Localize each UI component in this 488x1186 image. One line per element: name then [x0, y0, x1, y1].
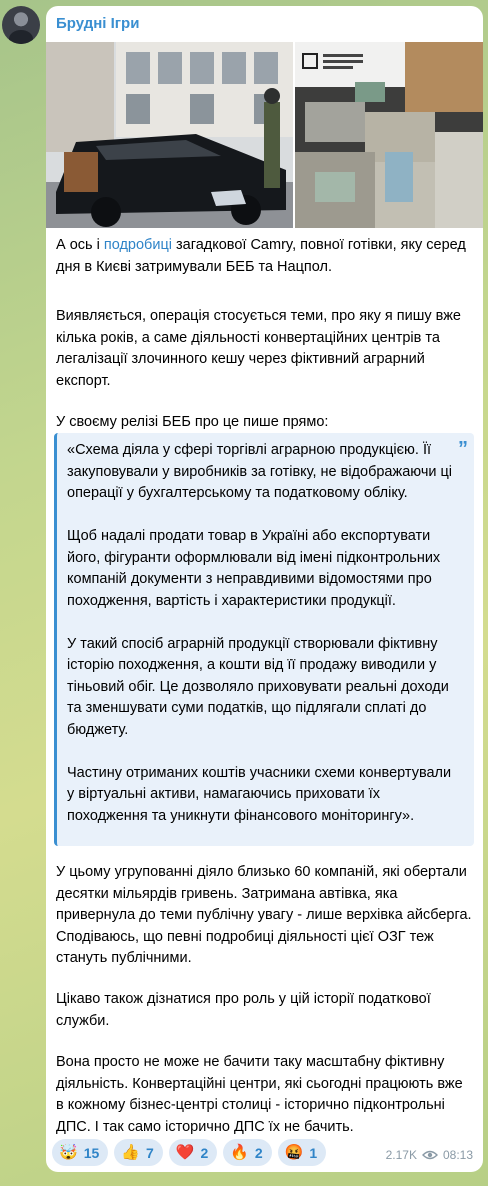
message-meta: [386, 1148, 473, 1162]
post-paragraph-3: У своєму релізі БЕБ про це пише прямо:: [56, 414, 329, 430]
quote-block: [54, 433, 474, 846]
angry-face-icon: 🤬: [284, 1144, 304, 1161]
channel-name[interactable]: Брудні Ігри: [56, 15, 140, 32]
reaction-count: 2: [254, 1144, 263, 1161]
reaction-count: 1: [309, 1144, 318, 1161]
reactions-bar: [52, 1139, 326, 1167]
reaction-count: 15: [83, 1144, 100, 1161]
quote-icon: ”: [458, 438, 468, 460]
quote-paragraph-1: «Схема діяла у сфері торгівлі аграрною продукцією. Її закуповували у виробників за готівку, не відображаючи ці операції у бухгалтерському та податковому обліку.: [67, 442, 453, 501]
post-paragraph-6: Вона просто не може не бачити таку масштабну фіктивну діяльність. Конвертаційні центри, які сьогодні працюють вже в кожному бізнес-центрі столиці - історично підконтрольні ДПС. І так само історично ДПС їх не бачить.: [56, 1054, 463, 1135]
quote-paragraph-4: Частину отриманих коштів учасники схеми конвертували у віртуальні активи, намагаючись приховати їх походження та уникнути фінансового моніторингу».: [67, 764, 452, 824]
reaction-fire[interactable]: [223, 1139, 271, 1166]
channel-avatar[interactable]: [2, 6, 40, 44]
post-paragraph-4: У цьому угрупованні діяло близько 60 компаній, які обертали десятки мільярдів гривень. Затримана автівка, яка привернула до теми публічну увагу - лише верхівка айсберга. Сподіваюсь, що певні подробиці діяльності цієї ОЗГ теж стануть публічними.: [56, 864, 472, 966]
message-bubble: [46, 6, 483, 1172]
reaction-angry[interactable]: [278, 1139, 326, 1166]
post-paragraph-5: Цікаво також дізнатися про роль у цій історії податкової служби.: [56, 991, 431, 1029]
thumbs-up-icon: 👍: [121, 1144, 140, 1161]
message-time: 08:13: [442, 1148, 473, 1162]
reaction-heart[interactable]: [169, 1139, 217, 1166]
reaction-count: 2: [200, 1144, 209, 1161]
quote-paragraph-2: Щоб надалі продати товар в Україні або експортувати його, фігуранти оформлювали від імені підконтрольних компаній документи з неправдивими відомостями про походження, вартість і характеристики продукції.: [67, 528, 441, 609]
reaction-thumbs-up[interactable]: [114, 1139, 162, 1166]
mind-blown-icon: 🤯: [59, 1144, 78, 1161]
quote-paragraph-3: У такий спосіб аграрній продукції створювали фіктивну історію походження, а кошти від її продажу виводили у тіньовий обіг. Це дозволяло приховувати реальні доходи та зменшувати суми податків, що підлягали сплаті до бюджету.: [67, 635, 449, 738]
quote-text: [67, 440, 455, 827]
details-link[interactable]: подробиці: [103, 237, 172, 253]
reaction-mind-blown[interactable]: [52, 1139, 108, 1166]
photo-car[interactable]: [46, 42, 293, 228]
photo-cash[interactable]: [295, 42, 483, 228]
post-paragraph-1: А ось і подробиці загадкової Camry, повної готівки, яку серед дня в Києві затримували БЕБ та Нацпол.: [56, 237, 466, 275]
fire-icon: 🔥: [230, 1144, 249, 1161]
reaction-count: 7: [145, 1144, 154, 1161]
heart-icon: ❤️: [175, 1144, 195, 1161]
view-count: 2.17K: [385, 1148, 417, 1162]
post-paragraph-2: Виявляється, операція стосується теми, про яку я пишу вже кілька років, а саме діяльності конвертаційних центрів та легалізації злочинного кешу через фіктивний аграрний експорт.: [56, 308, 461, 389]
eye-icon: [422, 1150, 438, 1160]
